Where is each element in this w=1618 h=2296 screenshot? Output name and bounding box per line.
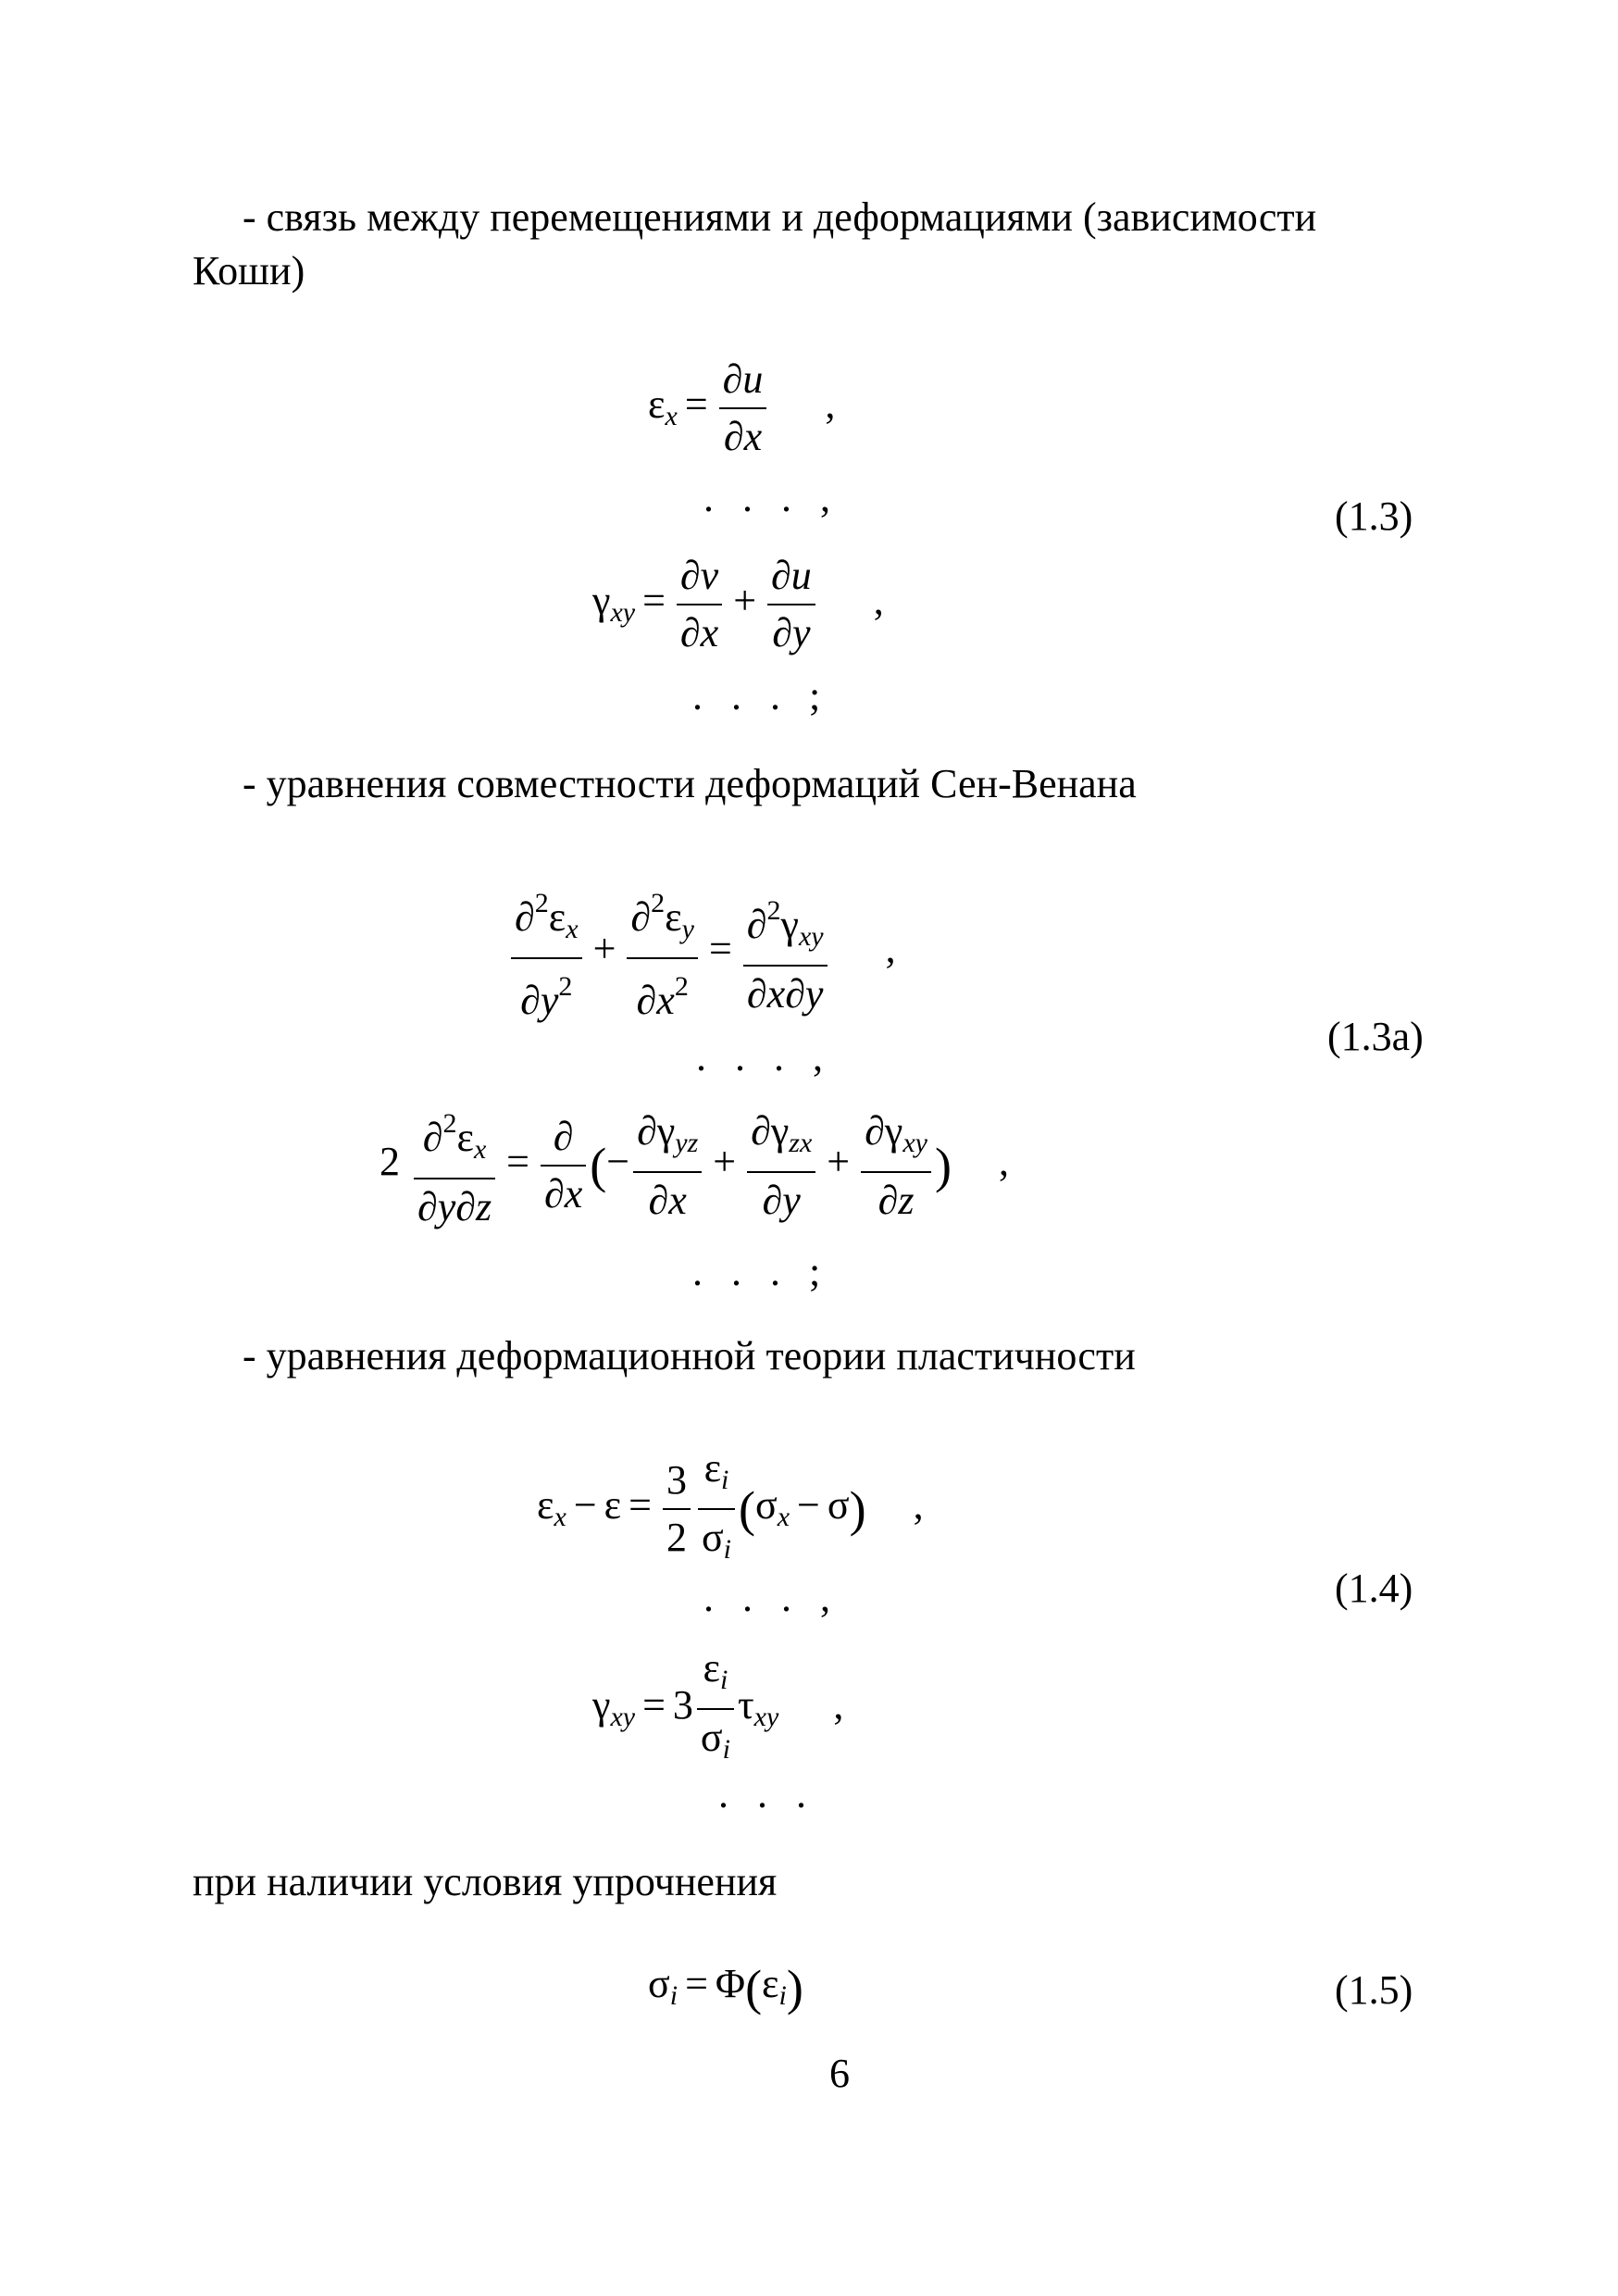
eq-1-4-line-1: $\varepsilon_x - \varepsilon$ = $\frac{3}{2}$ $\frac{\varepsilon_i}{\sigma_i}$ $(\sigma_x - \sigma)$ , — [537, 1445, 924, 1565]
eq-1-4-dots-2: . . . — [718, 1771, 815, 1816]
eq-1-4-line-2: $\gamma_{xy} = 3$ $\frac{\varepsilon_i}{\sigma_i}$ $\tau_{xy}$ , — [592, 1645, 844, 1765]
eq-1-4-number: (1.4) — [1335, 1566, 1413, 1611]
cauchy-line-2: Коши) — [193, 248, 305, 293]
hardening-text: при наличии условия упрочнения — [193, 1859, 778, 1904]
eq-1-3a-line-2: 2 $\frac{\partial^2\varepsilon_x}{\partial y\partial z}$ = $\frac{\partial}{\partial x}$ (− $\frac{\partial\gamma_{yz}}{\partial x}$ + $\frac{\partial\gamma_{zx}}{\partial y}$ + $\frac{\partial\gamma_{xy}}{\partial z}$ ) , — [380, 1100, 1009, 1231]
eq-1-5: $\sigma_i = \Phi(\varepsilon_i)$ — [648, 1960, 803, 2015]
plasticity-heading: - уравнения деформационной теории пластичности — [243, 1333, 1136, 1379]
eq-1-3-number: (1.3) — [1335, 493, 1413, 539]
page-number: 6 — [829, 2051, 850, 2096]
cauchy-line-1: - связь между перемещениями и деформациями (зависимости — [243, 194, 1317, 240]
eq-1-3a-number: (1.3a) — [1327, 1014, 1424, 1059]
eq-1-4-dots-1: . . . , — [703, 1575, 840, 1620]
compat-heading: - уравнения совместности деформаций Сен-Венана — [243, 761, 1137, 806]
eq-1-3a-line-1: $\frac{\partial^2\varepsilon_x}{\partial y^2}$ + $\frac{\partial^2\varepsilon_y}{\partial x^2}$ = $\frac{\partial^2\gamma_{xy}}{\partial x\partial y}$ , — [507, 880, 896, 1025]
eq-1-3-dots-2: . . . ; — [692, 673, 830, 718]
eq-1-3a-dots-1: . . . , — [696, 1034, 832, 1079]
eq-1-5-number: (1.5) — [1335, 1967, 1413, 2013]
eq-1-3-line-1: $\varepsilon_x$ = $\frac{\partial u}{\partial x}$ , — [648, 356, 836, 459]
eq-1-3-line-2: $\gamma_{xy}$ = $\frac{\partial v}{\partial x}$ + $\frac{\partial u}{\partial y}$ , — [592, 553, 884, 655]
eq-1-3a-dots-2: . . . ; — [692, 1249, 830, 1294]
eq-1-3-dots-1: . . . , — [703, 475, 840, 520]
